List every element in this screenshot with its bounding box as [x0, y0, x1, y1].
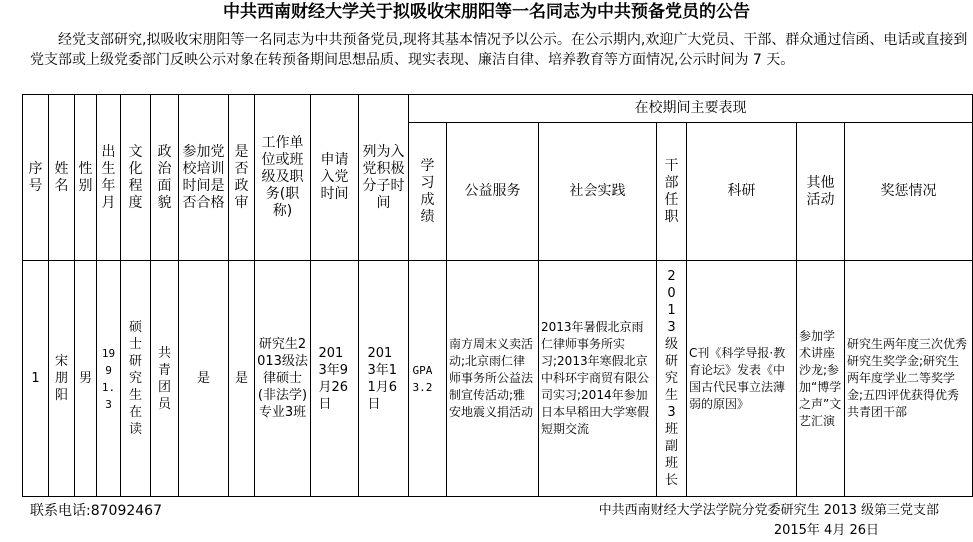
cell-other: 参加学术讲座沙龙;参加“博学之声”文艺汇演 — [797, 261, 845, 497]
cell-gender: 男 — [75, 261, 97, 497]
cell-cadre: 2013级研究生3班副班长 — [657, 261, 687, 497]
cell-education: 硕士研究生在读 — [121, 261, 151, 497]
cell-awards: 研究生两年度三次优秀研究生奖学金;研究生两年度学业二等奖学金;五四评优获得优秀共青团干部 — [845, 261, 973, 497]
cell-review: 是 — [229, 261, 255, 497]
cell-apply-time: 2013年9月26日 — [311, 261, 359, 497]
cell-training: 是 — [179, 261, 229, 497]
header-education: 文化程度 — [121, 95, 151, 261]
header-awards: 奖惩情况 — [845, 123, 973, 261]
cell-political: 共青团员 — [151, 261, 179, 497]
header-activist-time: 列为入党积极分子时间 — [359, 95, 409, 261]
header-review: 是否政审 — [229, 95, 255, 261]
header-cadre: 干部任职 — [657, 123, 687, 261]
cell-birth: 1991.3 — [97, 261, 121, 497]
cell-unit: 研究生2013级法律硕士(非法学)专业3班 — [255, 261, 311, 497]
notice-intro: 经党支部研究,拟吸收宋朋阳等一名同志为中共预备党员,现将其基本情况予以公示。在公示期内,欢迎广大党员、干部、群众通过信函、电话或直接到党支部或上级党委部门反映公示对象在转预备期间思想品质、现实表现、廉洁自律、培养教育等方面情况,公示时间为 7 天。 — [30, 32, 968, 68]
cell-research: C刊《科学导报·教育论坛》发表《中国古代民事立法薄弱的原因》 — [687, 261, 797, 497]
header-training: 参加党校培训时间是否合格 — [179, 95, 229, 261]
header-birth: 出生年月 — [97, 95, 121, 261]
header-political: 政治面貌 — [151, 95, 179, 261]
header-apply-time: 申请入党时间 — [311, 95, 359, 261]
issuing-organization: 中共西南财经大学法学院分党委研究生 2013 级第三党支部 — [598, 503, 939, 518]
header-study: 学习成绩 — [409, 123, 447, 261]
header-gender: 性别 — [75, 95, 97, 261]
header-performance-group: 在校期间主要表现 — [409, 95, 973, 123]
cell-social-practice: 2013年暑假北京雨仁律师事务所实习;2013年寒假北京中科环宇商贸有限公司实习;2014年参加日本早稻田大学寒假短期交流 — [539, 261, 657, 497]
header-other: 其他活动 — [797, 123, 845, 261]
header-seq: 序号 — [23, 95, 49, 261]
cell-study: GPA3.2 — [409, 261, 447, 497]
cell-activist-time: 2013年11月6日 — [359, 261, 409, 497]
cell-seq: 1 — [23, 261, 49, 497]
notice-title: 中共西南财经大学关于拟吸收宋朋阳等一名同志为中共预备党员的公告 — [223, 2, 750, 22]
header-social-practice: 社会实践 — [539, 123, 657, 261]
issue-date: 2015年 4月 26日 — [773, 523, 879, 538]
contact-phone: 联系电话:87092467 — [30, 503, 162, 519]
header-unit: 工作单位或班级及职务(职称) — [255, 95, 311, 261]
cell-name: 宋朋阳 — [49, 261, 75, 497]
header-research: 科研 — [687, 123, 797, 261]
header-public-service: 公益服务 — [447, 123, 539, 261]
candidate-table — [22, 94, 973, 497]
header-name: 姓名 — [49, 95, 75, 261]
cell-public-service: 南方周末义卖活动;北京雨仁律师事务所公益法制宣传活动;雅安地震义捐活动 — [447, 261, 539, 497]
